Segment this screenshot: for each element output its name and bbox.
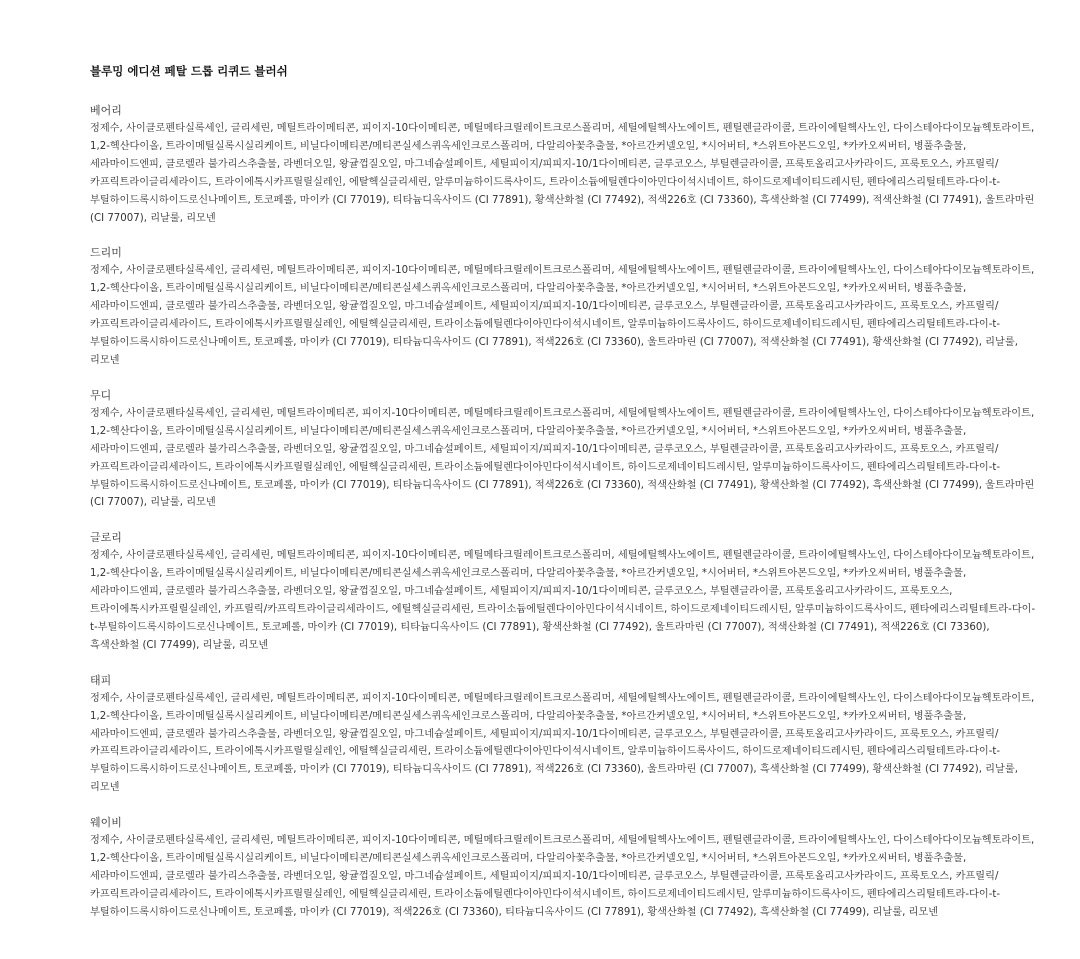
document-title: 블루밍 에디션 페탈 드롭 리퀴드 블러쉬 [90, 64, 288, 78]
shade-section-glory [90, 529, 1040, 654]
shade-name: 무디 [90, 388, 112, 402]
shade-section-dreamy [90, 244, 1040, 369]
shade-section-bearly [90, 102, 1040, 227]
ingredient-list: 정제수, 사이클로펜타실록세인, 글리세린, 메틸트라이메티콘, 피이지-10다이메티콘, 메틸메타크릴레이트크로스폴리머, 세틸에틸헥사노에이트, 펜틸렌글라이콜, 트라이에틸헥사노인, 다이스테아다이모늄헥토라이트, 1,2-헥산다이올, 트라이메틸실록시실리케이트, 비닐다이메티콘/메티콘실세스퀴옥세인크로스폴리머, 다알리아꽃추출물, *아르간커넬오일, *시어버터, *스위트아몬드오일, *카카오씨버터, 병풀추출물, 세라마이드엔피, 클로렐라 불가리스추출물, 라벤더오일, 왕귤껍질오일, 마그네슘설페이트, 세틸피이지/피피지-10/1다이메티콘, 글루코오스, 부틸렌글라이콜, 프룩토올리고사카라이드, 프룩토오스, 트라이에톡시카프릴릴실레인, 카프릴릭/카프릭트라이글리세라이드, 에틸헥실글리세린, 트라이소듐에틸렌다이아민다이석시네이트, 하이드로제네이티드레시틴, 알루미늄하이드록사이드, 펜타에리스리틸테트라-다이-t-부틸하이드록시하이드로신나메이트, 토코페롤, 마이카 (CI 77019), 티타늄디옥사이드 (CI 77891), 황색산화철 (CI 77492), 울트라마린 (CI 77007), 적색산화철 (CI 77491), 적색226호 (CI 73360), 흑색산화철 (CI 77499), 리날룰, 리모넨 [90, 550, 1036, 651]
shade-name: 웨이비 [90, 816, 122, 830]
ingredient-list: 정제수, 사이클로펜타실록세인, 글리세린, 메틸트라이메티콘, 피이지-10다이메티콘, 메틸메타크릴레이트크로스폴리머, 세틸에틸헥사노에이트, 펜틸렌글라이콜, 트라이에틸헥사노인, 다이스테아다이모늄헥토라이트, 1,2-헥산다이올, 트라이메틸실록시실리케이트, 비닐다이메티콘/메티콘실세스퀴옥세인크로스폴리머, 다알리아꽃추출물, *아르간커넬오일, *시어버터, *스위트아몬드오일, *카카오씨버터, 병풀추출물, 세라마이드엔피, 클로렐라 불가리스추출물, 라벤더오일, 왕귤껍질오일, 마그네슘설페이트, 세틸피이지/피피지-10/1다이메티콘, 글루코오스, 부틸렌글라이콜, 프룩토올리고사카라이드, 프룩토오스, 카프릴릭/카프릭트라이글리세라이드, 트라이에톡시카프릴릴실레인, 에틸헥실글리세린, 트라이소듐에틸렌다이아민다이석시네이트, 알루미늄하이드록사이드, 하이드로제네이티드레시틴, 펜타에리스리틸테트라-다이-t-부틸하이드록시하이드로신나메이트, 토코페롤, 마이카 (CI 77019), 티타늄디옥사이드 (CI 77891), 적색226호 (CI 73360), 울트라마린 (CI 77007), 적색산화철 (CI 77491), 황색산화철 (CI 77492), 리날룰, 리모넨 [90, 265, 1035, 366]
shade-name: 글로리 [90, 531, 122, 545]
ingredient-list: 정제수, 사이클로펜타실록세인, 글리세린, 메틸트라이메티콘, 피이지-10다이메티콘, 메틸메타크릴레이트크로스폴리머, 세틸에틸헥사노에이트, 펜틸렌글라이콜, 트라이에틸헥사노인, 다이스테아다이모늄헥토라이트, 1,2-헥산다이올, 트라이메틸실록시실리케이트, 비닐다이메티콘/메티콘실세스퀴옥세인크로스폴리머, 다알리아꽃추출물, *아르간커넬오일, *시어버터, *스위트아몬드오일, *카카오씨버터, 병풀추출물, 세라마이드엔피, 클로렐라 불가리스추출물, 라벤더오일, 왕귤껍질오일, 마그네슘설페이트, 세틸피이지/피피지-10/1다이메티콘, 글루코오스, 부틸렌글라이콜, 프룩토올리고사카라이드, 프룩토오스, 카프릴릭/카프릭트라이글리세라이드, 트라이에톡시카프릴릴실레인, 에탈헥실글리세린, 알루미늄하이드록사이드, 트라이소듐에틸렌다이아민다이석시네이트, 하이드로제네이티드레시틴, 펜타에리스리틸테트라-다이-t-부틸하이드록시하이드로신나메이트, 토코페롤, 마이카 (CI 77019), 티타늄디옥사이드 (CI 77891), 황색산화철 (CI 77492), 적색226호 (CI 73360), 흑색산화철 (CI 77499), 적색산화철 (CI 77491), 울트라마린 (CI 77007), 리날룰, 리모넨 [90, 123, 1035, 224]
shade-name: 베어리 [90, 104, 122, 117]
ingredient-list: 정제수, 사이클로펜타실록세인, 글리세린, 메틸트라이메티콘, 피이지-10다이메티콘, 메틸메타크릴레이트크로스폴리머, 세틸에틸헥사노에이트, 펜틸렌글라이콜, 트라이에틸헥사노인, 다이스테아다이모늄헥토라이트, 1,2-헥산다이올, 트라이메틸실록시실리케이트, 비닐다이메티콘/메티콘실세스퀴옥세인크로스폴리머, 다알리아꽃추출물, *아르간커넬오일, *시어버터, *스위트아몬드오일, *카카오씨버터, 병풀추출물, 세라마이드엔피, 클로렐라 불가리스추출물, 라벤더오일, 왕귤껍질오일, 마그네슘설페이트, 세틸피이지/피피지-10/1다이메티콘, 글루코오스, 부틸렌글라이콜, 프룩토올리고사카라이드, 프룩토오스, 카프릴릭/카프릭트라이글리세라이드, 트라이에톡시카프릴릴실레인, 에틸헥실글리세린, 트라이소듐에틸렌다이아민다이석시네이트, 하이드로제네이티드레시틴, 알루미늄하이드록사이드, 펜타에리스리틸테트라-다이-t-부틸하이드록시하이드로신나메이트, 토코페롤, 마이카 (CI 77019), 적색226호 (CI 73360), 티타늄디옥사이드 (CI 77891), 황색산화철 (CI 77492), 흑색산화철 (CI 77499), 리날룰, 리모넨 [90, 835, 1035, 918]
shade-name: 태피 [90, 673, 112, 687]
shade-section-wavy [90, 814, 1040, 922]
shade-section-taffy [90, 672, 1040, 797]
shade-section-moody [90, 387, 1040, 512]
ingredient-list: 정제수, 사이클로펜타실록세인, 글리세린, 메틸트라이메티콘, 피이지-10다이메티콘, 메틸메타크릴레이트크로스폴리머, 세틸에틸헥사노에이트, 펜틸렌글라이콜, 트라이에틸헥사노인, 다이스테아다이모늄헥토라이트, 1,2-헥산다이올, 트라이메틸실록시실리케이트, 비닐다이메티콘/메티콘실세스퀴옥세인크로스폴리머, 다알리아꽃추출물, *아르간커넬오일, *시어버터, *스위트아몬드오일, *카카오씨버터, 병풀추출물, 세라마이드엔피, 클로렐라 불가리스추출물, 라벤더오일, 왕귤껍질오일, 마그네슘설페이트, 세틸피이지/피피지-10/1다이메티콘, 글루코오스, 부틸렌글라이콜, 프룩토올리고사카라이드, 프룩토오스, 카프릴릭/카프릭트라이글리세라이드, 트라이에톡시카프릴릴실레인, 에틸헥실글리세린, 트라이소듐에틸렌다이아민다이석시네이트, 알루미늄하이드록사이드, 하이드로제네이티드레시틴, 펜타에리스리틸테트라-다이-t-부틸하이드록시하이드로신나메이트, 토코페롤, 마이카 (CI 77019), 티타늄디옥사이드 (CI 77891), 적색226호 (CI 73360), 울트라마린 (CI 77007), 흑색산화철 (CI 77499), 황색산화철 (CI 77492), 리날룰, 리모넨 [90, 692, 1035, 794]
ingredient-list: 정제수, 사이클로펜타실록세인, 글리세린, 메틸트라이메티콘, 피이지-10다이메티콘, 메틸메타크릴레이트크로스폴리머, 세틸에틸헥사노에이트, 펜틸렌글라이콜, 트라이에틸헥사노인, 다이스테아다이모늄헥토라이트, 1,2-헥산다이올, 트라이메틸실록시실리케이트, 비닐다이메티콘/메티콘실세스퀴옥세인크로스폴리머, 다알리아꽃추출물, *아르간커넬오일, *시어버터, *스위트아몬드오일, *카카오씨버터, 병풀추출물, 세라마이드엔피, 클로렐라 불가리스추출물, 라벤더오일, 왕귤껍질오일, 마그네슘설페이트, 세틸피이지/피피지-10/1다이메티콘, 글루코오스, 부틸렌글라이콜, 프룩토올리고사카라이드, 프룩토오스, 카프릴릭/카프릭트라이글리세라이드, 트라이에톡시카프릴릴실레인, 에틸헥실글리세린, 트라이소듐에틸렌다이아민다이석시네이트, 하이드로제네이티드레시틴, 알루미늄하이드록사이드, 펜타에리스리틸테트라-다이-t-부틸하이드록시하이드로신나메이트, 토코페롤, 마이카 (CI 77019), 티타늄디옥사이드 (CI 77891), 적색226호 (CI 73360), 적색산화철 (CI 77491), 황색산화철 (CI 77492), 흑색산화철 (CI 77499), 울트라마린 (CI 77007), 리날룰, 리모넨 [90, 407, 1035, 509]
shade-name: 드리미 [90, 246, 122, 260]
